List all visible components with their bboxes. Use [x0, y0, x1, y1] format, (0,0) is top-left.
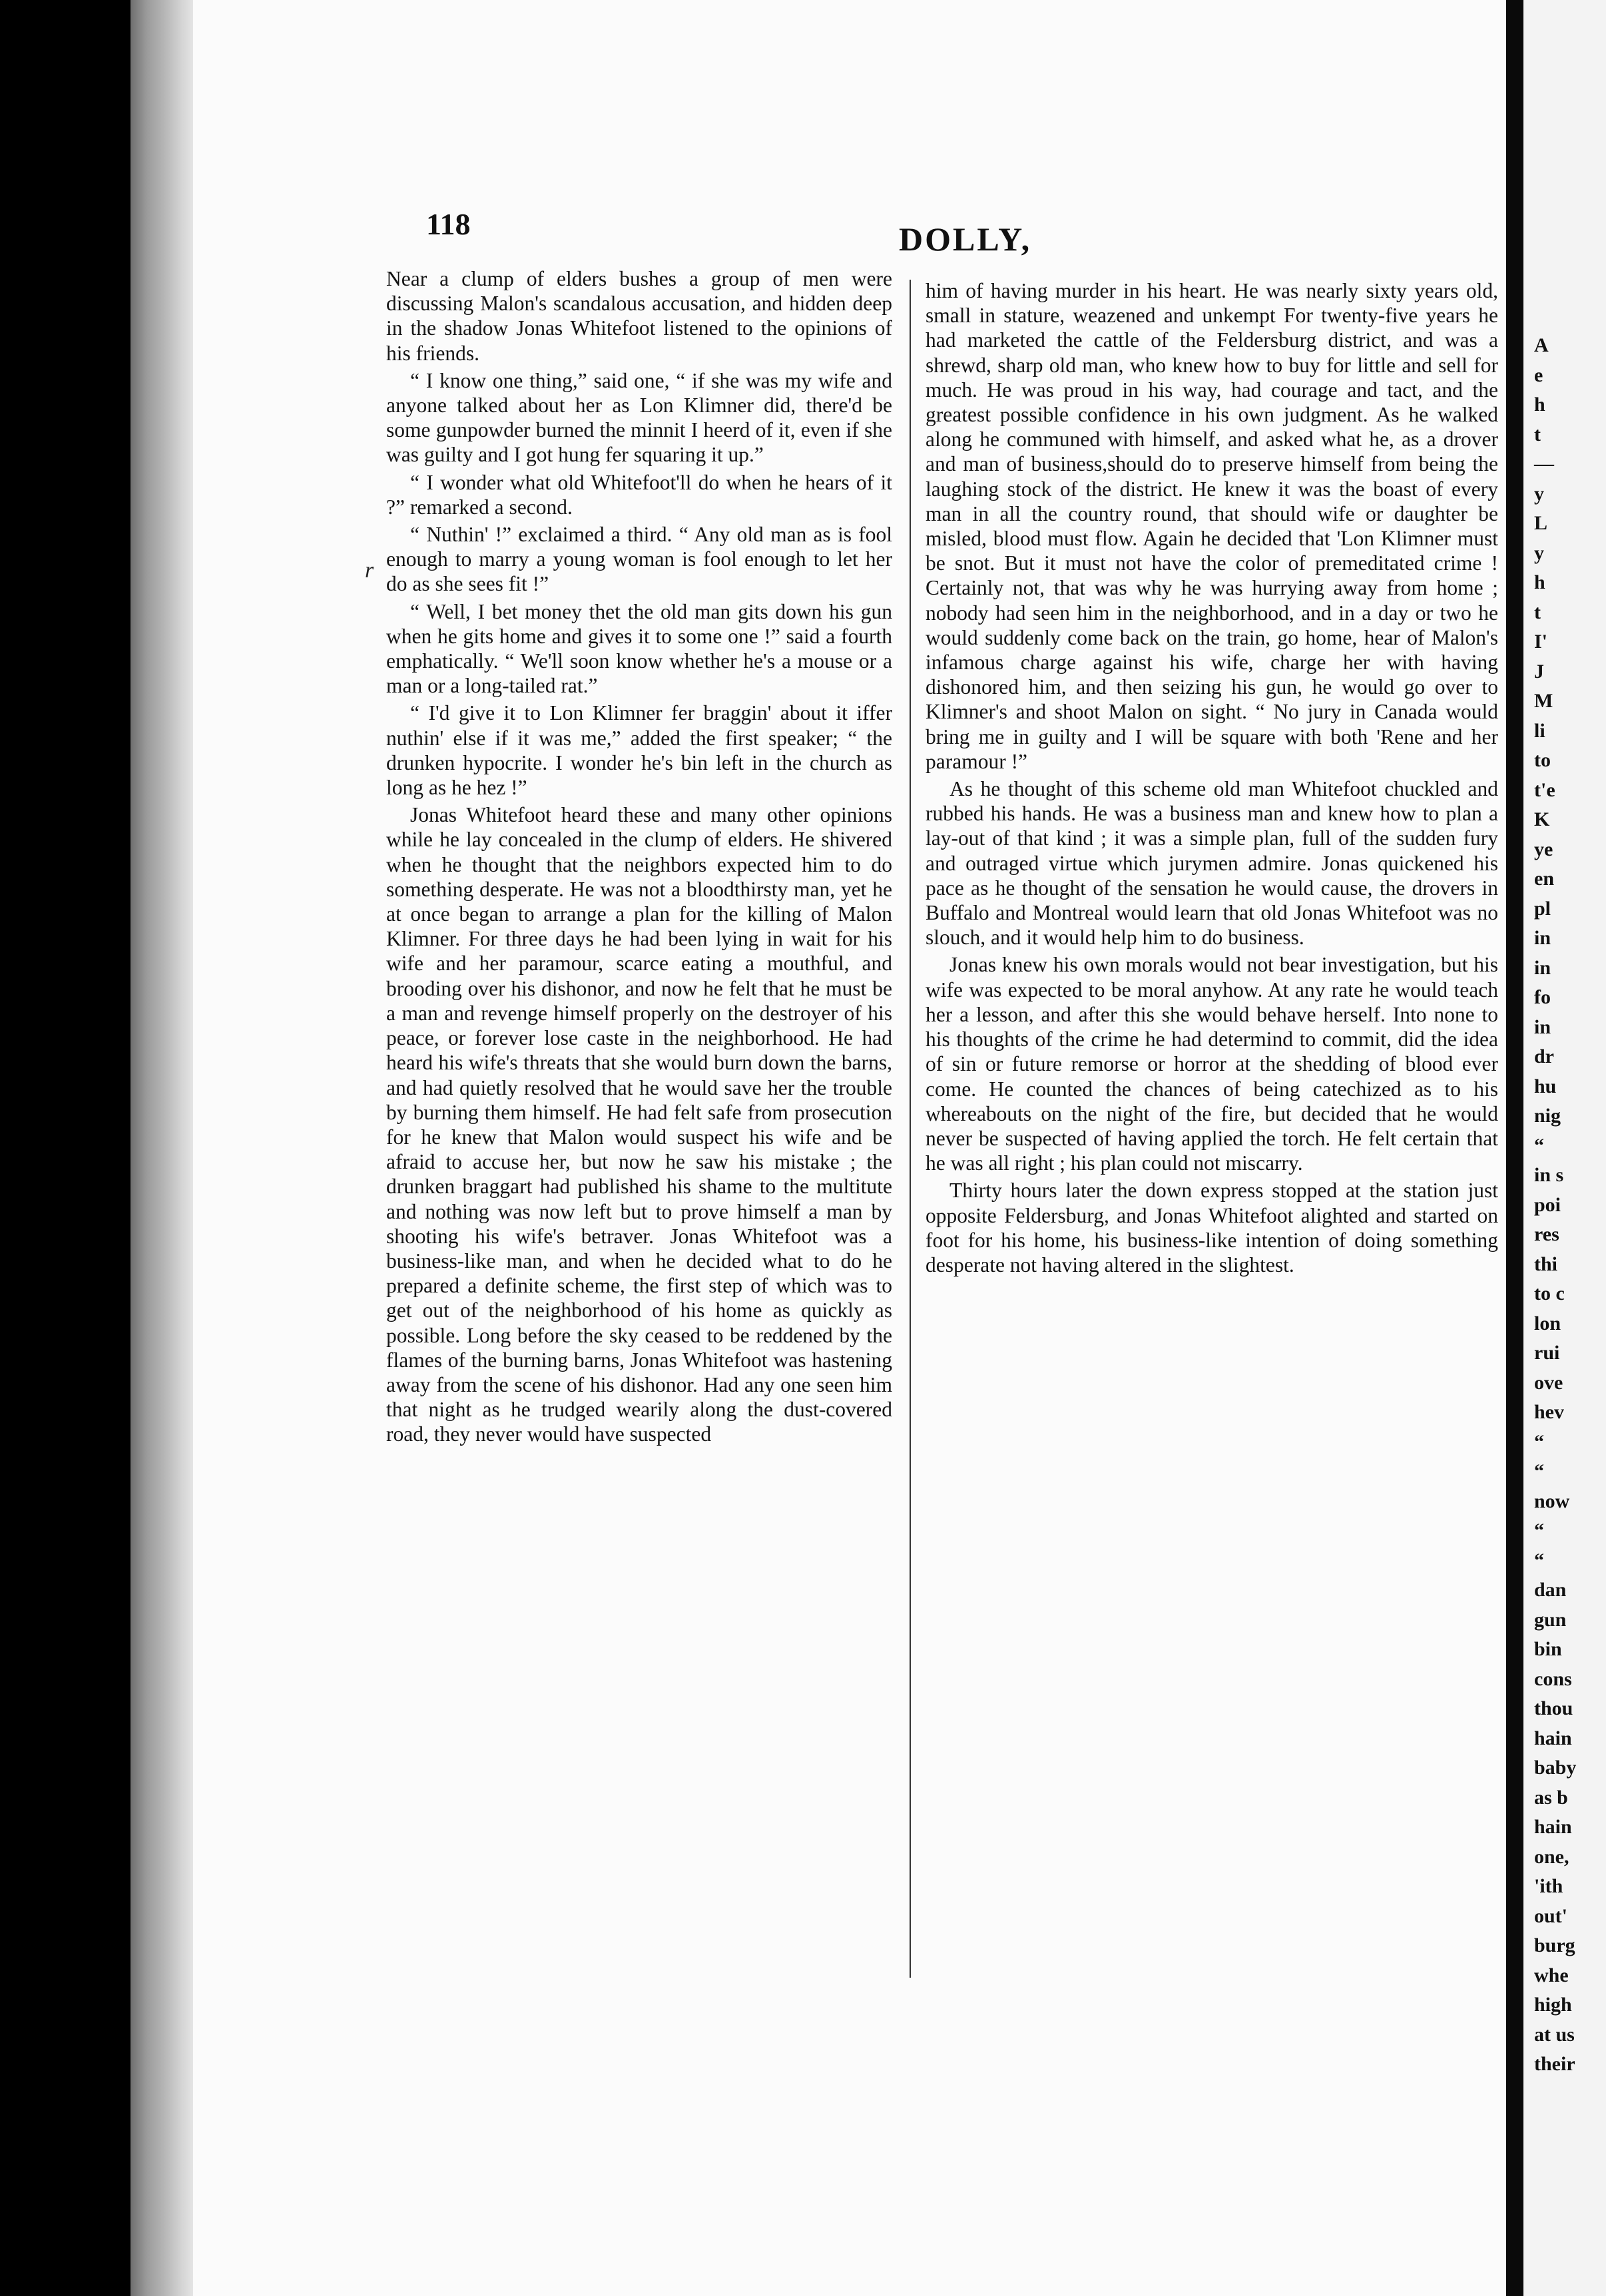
adjacent-page-fragment: lon — [1534, 1312, 1561, 1334]
adjacent-page-fragment: y — [1534, 541, 1544, 564]
adjacent-page-fragment: poi — [1534, 1193, 1561, 1216]
paragraph: “ I'd give it to Lon Klimner fer braggin' about it iffer nuthin' else if it was me,” added the first speaker; “ the drunken hypocrite. I wonder he's bin left in the church as long as he hez !” — [386, 701, 892, 800]
adjacent-page-fragment: in — [1534, 956, 1551, 979]
adjacent-page-fragment: “ — [1534, 1460, 1544, 1482]
adjacent-page-fragment: fo — [1534, 986, 1551, 1008]
adjacent-page-fragment: now — [1534, 1490, 1570, 1512]
paragraph: As he thought of this scheme old man Whitefoot chuckled and rubbed his hands. He was a business man and knew how to plan a lay-out of that kind ; it was a simple plan, full of the sudden fury and outraged virtue which jurymen admire. Jonas quickened his pace as he thought of the sensation he would cause, the drovers in Buffalo and Montreal would learn that old Jonas Whitefoot was no slouch, and it would help him to do business. — [926, 777, 1498, 950]
scan-background — [0, 0, 133, 2296]
adjacent-page-edge — [1523, 0, 1606, 2296]
adjacent-page-fragment: K — [1534, 808, 1550, 830]
adjacent-page-fragment: thi — [1534, 1253, 1558, 1275]
paragraph: “ I wonder what old Whitefoot'll do when he hears of it ?” remarked a second. — [386, 470, 892, 519]
adjacent-page-fragment: h — [1534, 571, 1545, 593]
adjacent-page-fragment: as b — [1534, 1786, 1568, 1809]
adjacent-page-fragment: in — [1534, 927, 1551, 949]
margin-mark: r — [365, 558, 374, 583]
adjacent-page-fragment: h — [1534, 394, 1545, 416]
adjacent-page-fragment: dan — [1534, 1579, 1567, 1601]
adjacent-page-fragment: dr — [1534, 1045, 1554, 1067]
adjacent-page-fragment: gun — [1534, 1608, 1567, 1631]
paragraph: Near a clump of elders bushes a group of men were discussing Malon's scandalous accusation, and hidden deep in the shadow Jonas Whitefoot listened to the opinions of his friends. — [386, 267, 892, 365]
adjacent-page-fragment: whe — [1534, 1964, 1569, 1986]
adjacent-page-fragment: ye — [1534, 838, 1553, 860]
adjacent-page-fragment: bin — [1534, 1638, 1562, 1660]
adjacent-page-fragment: in s — [1534, 1164, 1564, 1186]
book-gutter — [1506, 0, 1523, 2296]
adjacent-page-fragment: t'e — [1534, 778, 1555, 801]
page-stack-edge — [131, 0, 194, 2296]
adjacent-page-fragment: in — [1534, 1015, 1551, 1038]
adjacent-page-fragment: A — [1534, 334, 1549, 356]
adjacent-page-fragment: “ — [1534, 1134, 1544, 1157]
adjacent-page-fragment: thou — [1534, 1697, 1573, 1719]
adjacent-page-fragment: baby — [1534, 1757, 1577, 1779]
adjacent-page-fragment: nig — [1534, 1105, 1561, 1127]
adjacent-page-fragment: hain — [1534, 1727, 1572, 1749]
adjacent-page-fragment: — — [1534, 453, 1554, 475]
adjacent-page-fragment: L — [1534, 512, 1548, 534]
paragraph: “ Well, I bet money thet the old man gits down his gun when he gits home and gives it to some one !” said a fourth emphatically. “ We'll soon know whether he's a mouse or a man or a long-tailed rat.” — [386, 599, 892, 698]
adjacent-page-fragment: pl — [1534, 897, 1551, 920]
adjacent-page-fragment: M — [1534, 690, 1553, 712]
adjacent-page-fragment: to — [1534, 749, 1551, 771]
adjacent-page-fragment: hev — [1534, 1401, 1564, 1423]
adjacent-page-fragment: y — [1534, 482, 1544, 505]
paragraph: “ Nuthin' !” exclaimed a third. “ Any old man as is fool enough to marry a young woman is fool enough to let her do as she sees fit !” — [386, 523, 892, 596]
adjacent-page-fragment: hu — [1534, 1075, 1557, 1097]
adjacent-page-fragment: res — [1534, 1223, 1559, 1245]
adjacent-page-fragment: one, — [1534, 1845, 1569, 1868]
paragraph: Jonas knew his own morals would not bear investigation, but his wife was expected to be moral anyhow. At any rate he would teach her a lesson, and after this she would behave herself. Into none to his thoughts of the crime he had determind to commit, did the idea of sin or future remorse or horror at the shedding of blood ever come. He counted the chances of being catechized as to his whereabouts on the night of the fire, but decided that he would never be suspected of having applied the torch. He felt certain that he was all right ; his plan could not miscarry. — [926, 953, 1498, 1175]
page-number: 118 — [426, 207, 471, 241]
adjacent-page-fragment: rui — [1534, 1342, 1560, 1364]
adjacent-page-fragment: en — [1534, 868, 1554, 890]
adjacent-page-fragment: J — [1534, 660, 1544, 683]
adjacent-page-fragment: at us — [1534, 2023, 1575, 2046]
adjacent-page-fragment: out' — [1534, 1904, 1568, 1927]
paragraph: Jonas Whitefoot heard these and many other opinions while he lay concealed in the clump of elders. He shivered when he thought that the neighbors expected him to do something desperate. He was not a bloodthirsty man, yet he at once began to arrange a plan for the killing of Malon Klimner. For three days he had been lying in wait for his wife and her paramour, scarce eating a mouthful, and brooding over his dishonor, and now he felt that he must be a man and revenge himself properly on the destroyer of his peace, or forever lose caste in the neighborhood. He had heard his wife's threats that she would burn down the barns, and had quietly resolved that he would save her the trouble by burning them himself. He had felt safe from prosecution for he knew that Malon would suspect his wife and be afraid to accuse her, but now he saw his mistake ; the drunken braggart had published his shame to the multitute and nothing was now left but to prove himself a man by shooting his wife's betraver. Jonas Whitefoot was a business-like man, and when he decided what to do he prepared a definite scheme, the first step of which was to get out of the neighborhood of his home as quickly as possible. Long before the sky ceased to be reddened by the flames of the burning barns, Jonas Whitefoot was hastening away from the scene of his dishonor. Had any one seen him that night as he trudged wearily along the dust-covered road, they never would have suspected — [386, 803, 892, 1446]
adjacent-page-fragment: ove — [1534, 1371, 1563, 1394]
right-column — [926, 278, 1498, 1280]
adjacent-page-fragment: t — [1534, 601, 1541, 623]
adjacent-page-fragment: to c — [1534, 1283, 1565, 1304]
paragraph: him of having murder in his heart. He was nearly sixty years old, small in stature, weazened and unkempt For twenty-five years he had marketed the cattle of the Feldersburg district, and was a shrewd, sharp old man, who knew how to buy for little and sell for much. He was proud in his way, had courage and tact, and the greatest possible confidence in his own judgment. As he walked along he communed with himself, and asked what he, as a drover and man of business,should do to preserve himself from being the laughing stock of the district. He knew it was the boast of every man in all the country round, that should wife or daughter be misled, blood must flow. Again he decided that 'Lon Klimner must be snot. But it must not have the color of premeditated crime ! Certainly not, that was why he was hurrying away from home ; nobody had seen him in the neighborhood, and in a day or two he would suddenly come back on the train, go home, hear of Malon's infamous charge against his wife, charge her with having dishonored him, and then seizing his gun, he would go over to Klimner's and shoot Malon on sight. “ No jury in Canada would bring me in guilty and I will be square with both 'Rene and her paramour !” — [926, 279, 1498, 773]
paragraph: “ I know one thing,” said one, “ if she was my wife and anyone talked about her as Lon Klimner did, there'd be some gunpowder burned the minnit I heerd of it, even if she was guilty and I got hung fer squaring it up.” — [386, 368, 892, 467]
adjacent-page-fragment: 'ith — [1534, 1875, 1563, 1897]
adjacent-page-fragment: their — [1534, 2053, 1575, 2075]
paragraph: Thirty hours later the down express stopped at the station just opposite Feldersburg, and Jonas Whitefoot alighted and started on foot for his home, his business-like intention of doing something desperate not having altered in the slightest. — [926, 1179, 1498, 1277]
adjacent-page-fragment: cons — [1534, 1667, 1572, 1690]
left-column — [386, 266, 892, 1450]
adjacent-page-fragment: “ — [1534, 1520, 1544, 1542]
adjacent-page-fragment: burg — [1534, 1934, 1575, 1956]
column-divider — [910, 280, 911, 1978]
adjacent-page-fragment: high — [1534, 1994, 1572, 2016]
adjacent-page-fragment: I' — [1534, 631, 1548, 653]
adjacent-page-fragment: e — [1534, 364, 1543, 386]
adjacent-page-fragment: li — [1534, 719, 1545, 742]
adjacent-page-fragment: t — [1534, 423, 1541, 445]
running-head: DOLLY, — [899, 220, 1032, 258]
adjacent-page-fragment: “ — [1534, 1430, 1544, 1453]
adjacent-page-fragment: “ — [1534, 1549, 1544, 1572]
adjacent-page-fragment: hain — [1534, 1816, 1572, 1838]
